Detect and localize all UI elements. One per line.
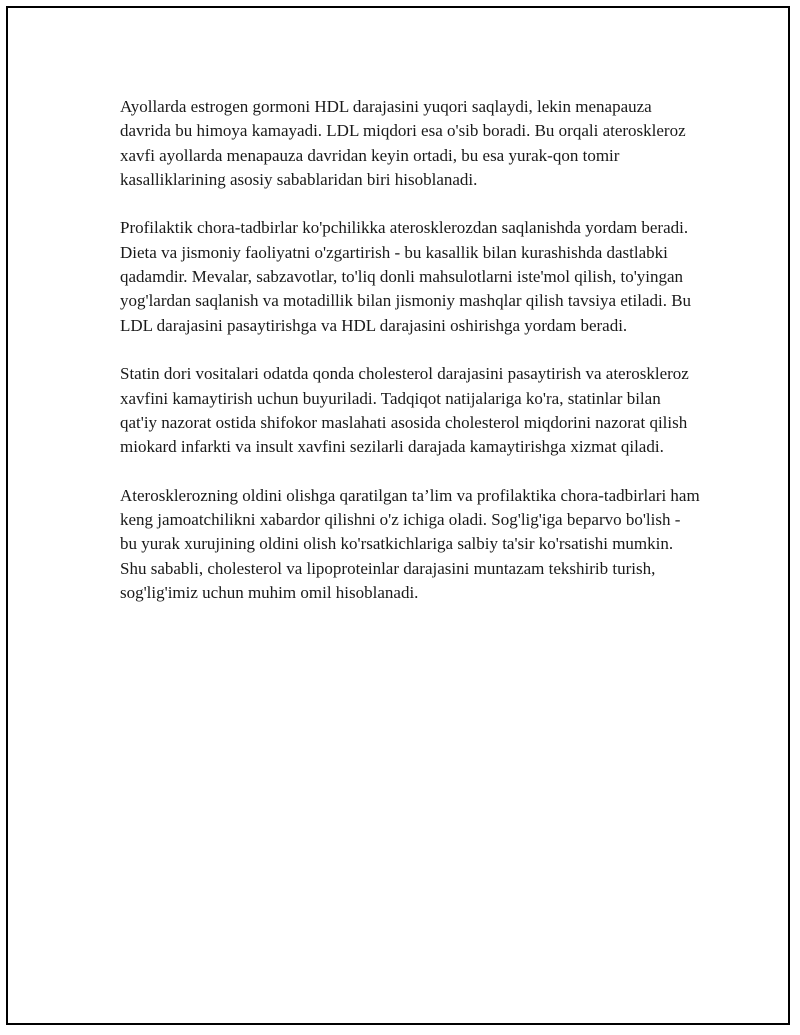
paragraph-estrogen: Ayollarda estrogen gormoni HDL darajasini yuqori saqlaydi, lekin menapauza davrida bu himoya kamayadi. LDL miqdori esa o'sib boradi. Bu orqali ateroskleroz xavfi ayollarda menapauza davridan keyin ortadi, bu esa yurak-qon tomir kasalliklarining asosiy sabablaridan biri hisoblanadi. — [120, 97, 686, 189]
paragraph-statins: Statin dori vositalari odatda qonda cholesterol darajasini pasaytirish va ateroskleroz xavfini kamaytirish uchun buyuriladi. Tadqiqot natijalariga ko'ra, statinlar bilan qat'iy nazorat ostida shifokor maslahati asosida cholesterol miqdorini nazorat qilish miokard infarkti va insult xavfini sezilarli darajada kamaytirishga xizmat qiladi. — [120, 364, 689, 457]
paragraph-prevention: Profilaktik chora-tadbirlar ko'pchilikka aterosklerozdan saqlanishda yordam beradi. Dieta va jismoniy faoliyatni o'zgartirish - bu kasallik bilan kurashishda dastlabki qadamdir. Mevalar, sabzavotlar, to'liq donli mahsulotlarni iste'mol qilish, to'yingan yog'lardan saqlanish va motadillik bilan jismoniy mashqlar qilish tavsiya etiladi. Bu LDL darajasini pasaytirishga va HDL darajasini oshirishga yordam beradi. — [120, 218, 692, 335]
paragraph-education: Aterosklerozning oldini olishga qaratilgan ta’lim va profilaktika chora-tadbirlari ham keng jamoatchilikni xabardor qilishni o'z ichiga oladi. Sog'lig'iga beparvo bo'lish - bu yurak xurujining oldini olish ko'rsatkichlariga salbiy ta'sir ko'rsatishi mumkin. Shu sababli, cholesterol va lipoproteinlar darajasini muntazam tekshirib turish, sog'lig'imiz uchun muhim omil hisoblanadi. — [120, 485, 700, 602]
document-body — [120, 95, 700, 630]
document-page — [6, 6, 790, 1025]
